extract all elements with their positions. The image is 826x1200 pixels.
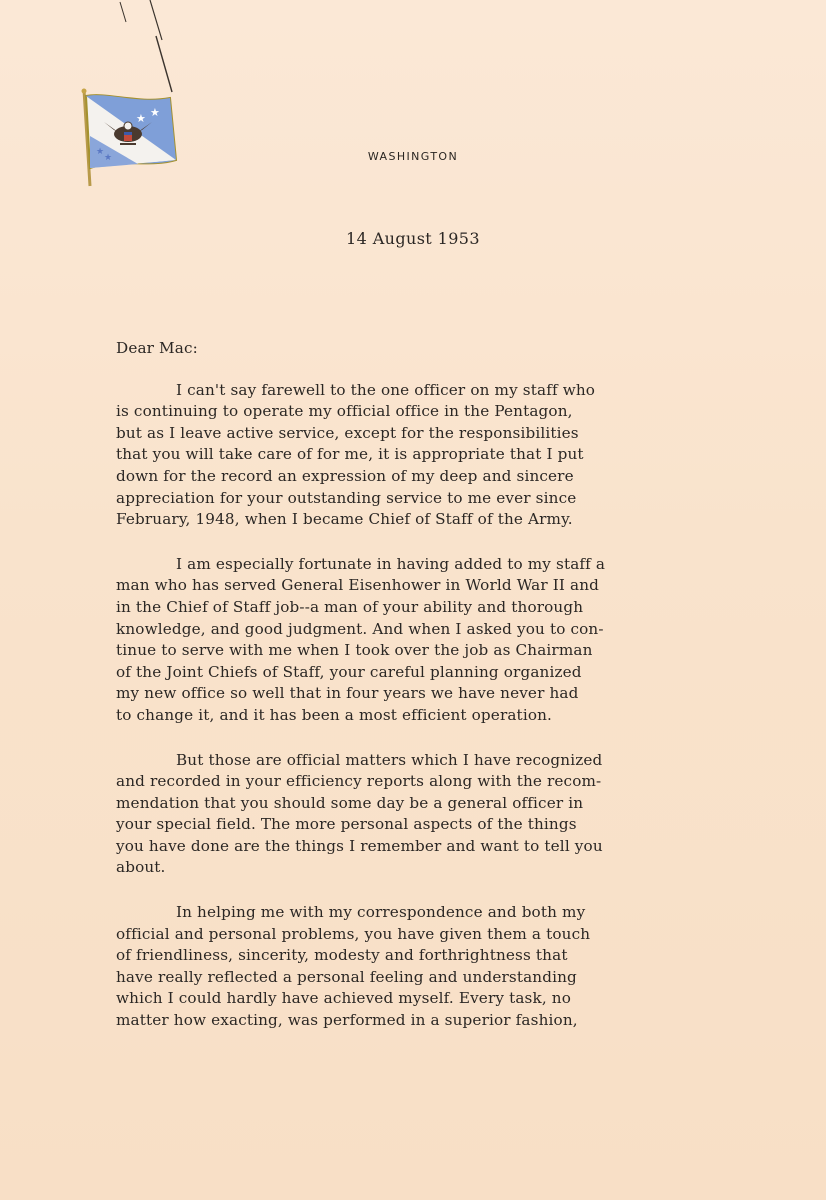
svg-text:★: ★	[136, 112, 146, 125]
text-line: your special field. The more personal aspects of the things	[116, 815, 577, 834]
text-line: in the Chief of Staff job--a man of your ability and thorough	[116, 597, 584, 616]
text-line: official and personal problems, you have given them a touch	[116, 924, 591, 943]
letter-date: 14 August 1953	[346, 229, 480, 248]
letter-body	[116, 338, 716, 1055]
svg-text:★: ★	[150, 106, 160, 119]
text-line: of friendliness, sincerity, modesty and forthrightness that	[116, 946, 568, 965]
text-line: which I could hardly have achieved myself. Every task, no	[116, 989, 572, 1008]
flag-icon	[78, 88, 182, 188]
text-line: you have done are the things I remember and want to tell you	[116, 836, 603, 855]
paper-scratch-marks	[110, 0, 190, 100]
text-line: In helping me with my correspondence and both my	[176, 903, 586, 922]
text-line: mendation that you should some day be a general officer in	[116, 793, 584, 812]
text-line: about.	[116, 858, 166, 877]
text-line: is continuing to operate my official office in the Pentagon,	[116, 402, 573, 421]
text-line: I am especially fortunate in having added to my staff a	[176, 554, 606, 573]
text-line: February, 1948, when I became Chief of Staff of the Army.	[116, 510, 573, 529]
text-line: to change it, and it has been a most efficient operation.	[116, 705, 553, 724]
text-line: my new office so well that in four years we have never had	[116, 684, 579, 703]
salutation: Dear Mac:	[116, 339, 198, 357]
text-line: But those are official matters which I have recognized	[176, 750, 603, 769]
svg-text:★: ★	[96, 147, 105, 157]
text-line: I can't say farewell to the one officer on my staff who	[176, 380, 596, 399]
text-line: and recorded in your efficiency reports along with the recom-	[116, 772, 602, 791]
text-line: man who has served General Eisenhower in World War II and	[116, 576, 600, 595]
paragraph-1	[116, 380, 716, 531]
text-line: matter how exacting, was performed in a superior fashion,	[116, 1011, 578, 1030]
text-line: of the Joint Chiefs of Staff, your careful planning organized	[116, 662, 582, 681]
text-line: appreciation for your outstanding service to me ever since	[116, 488, 577, 507]
text-line: knowledge, and good judgment. And when I asked you to con-	[116, 619, 604, 638]
svg-text:★: ★	[104, 153, 113, 163]
text-line: that you will take care of for me, it is appropriate that I put	[116, 445, 584, 464]
paragraph-4	[116, 902, 716, 1032]
text-line: but as I leave active service, except for the responsibilities	[116, 423, 579, 442]
text-line: down for the record an expression of my deep and sincere	[116, 466, 574, 485]
letterhead-city-text: WASHINGTON	[367, 150, 459, 163]
paragraph-3	[116, 750, 716, 880]
text-line: tinue to serve with me when I took over the job as Chairman	[116, 641, 593, 660]
letterhead-city	[0, 150, 826, 163]
paragraph-2	[116, 554, 716, 727]
text-line: have really reflected a personal feeling and understanding	[116, 967, 577, 986]
